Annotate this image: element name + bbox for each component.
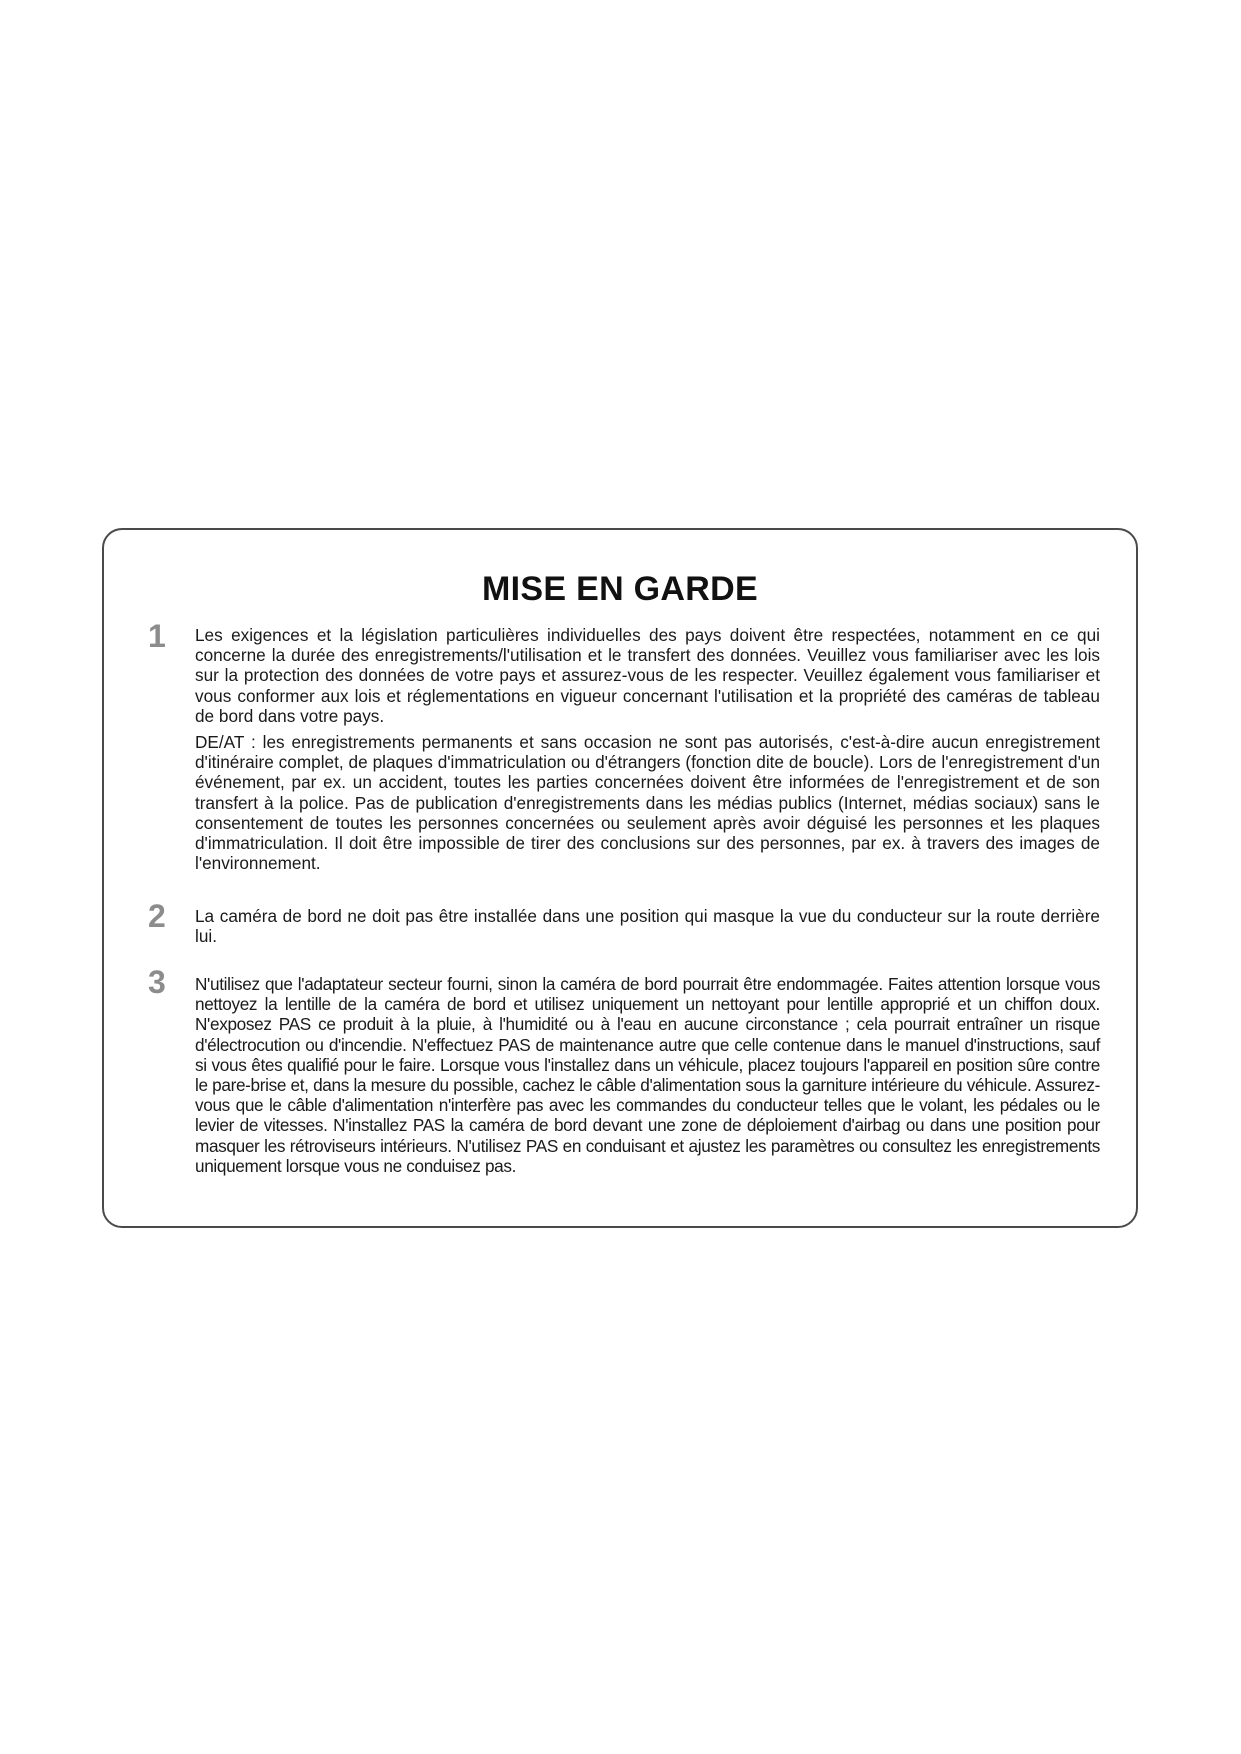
- item-paragraph: Les exigences et la législation particulières individuelles des pays doivent être respectées, notamment en ce qui concerne la durée des enregistrements/l'utilisation et le transfert des données. Veuillez vous familiariser avec les lois sur la protection des données de votre pays et assurez-vous de les respecter. Veuillez également vous familiariser et vous conformer aux lois et réglementations en vigueur concernant l'utilisation et la propriété des caméras de tableau de bord dans votre pays.: [195, 625, 1100, 726]
- item-paragraph: N'utilisez que l'adaptateur secteur fourni, sinon la caméra de bord pourrait être endommagée. Faites attention lorsque vous nettoyez la lentille de la caméra de bord et utilisez uniquement un nettoyant pour lentille approprié et un chiffon doux. N'exposez PAS ce produit à la pluie, à l'humidité ou à l'eau en aucune circonstance ; cela pourrait entraîner un risque d'électrocution ou d'incendie. N'effectuez PAS de maintenance autre que celle contenue dans le manuel d'instructions, sauf si vous êtes qualifié pour le faire. Lorsque vous l'installez dans un véhicule, placez toujours l'appareil en position sûre contre le pare-brise et, dans la mesure du possible, cachez le câble d'alimentation sous la garniture intérieure du véhicule. Assurez-vous que le câble d'alimentation n'interfère pas avec les commandes du conducteur telles que le volant, les pédales ou le levier de vitesses. N'installez PAS la caméra de bord devant une zone de déploiement d'airbag ou dans une position pour masquer les rétroviseurs intérieurs. N'utilisez PAS en conduisant et ajustez les paramètres ou consultez les enregistrements uniquement lorsque vous ne conduisez pas.: [195, 974, 1100, 1176]
- warning-box: [102, 528, 1138, 1228]
- item-body: [195, 625, 1100, 879]
- item-body: [195, 906, 1100, 952]
- warning-title: MISE EN GARDE: [482, 570, 758, 608]
- item-number: 3: [148, 964, 166, 1000]
- item-paragraph: DE/AT : les enregistrements permanents et sans occasion ne sont pas autorisés, c'est-à-dire aucun enregistrement d'itinéraire complet, de plaques d'immatriculation ou d'étrangers (fonction dite de boucle). Lors de l'enregistrement d'un événement, par ex. un accident, toutes les parties concernées doivent être informées de l'enregistrement et de son transfert à la police. Pas de publication d'enregistrements dans les médias publics (Internet, médias sociaux) sans le consentement de toutes les personnes concernées ou seulement après avoir déguisé les personnes et les plaques d'immatriculation. Il doit être impossible de tirer des conclusions sur des personnes, par ex. à travers des images de l'environnement.: [195, 732, 1100, 874]
- item-number: 1: [148, 618, 166, 654]
- item-body: [195, 974, 1100, 1182]
- item-paragraph: La caméra de bord ne doit pas être installée dans une position qui masque la vue du conducteur sur la route derrière lui.: [195, 906, 1100, 947]
- item-number: 2: [148, 898, 166, 934]
